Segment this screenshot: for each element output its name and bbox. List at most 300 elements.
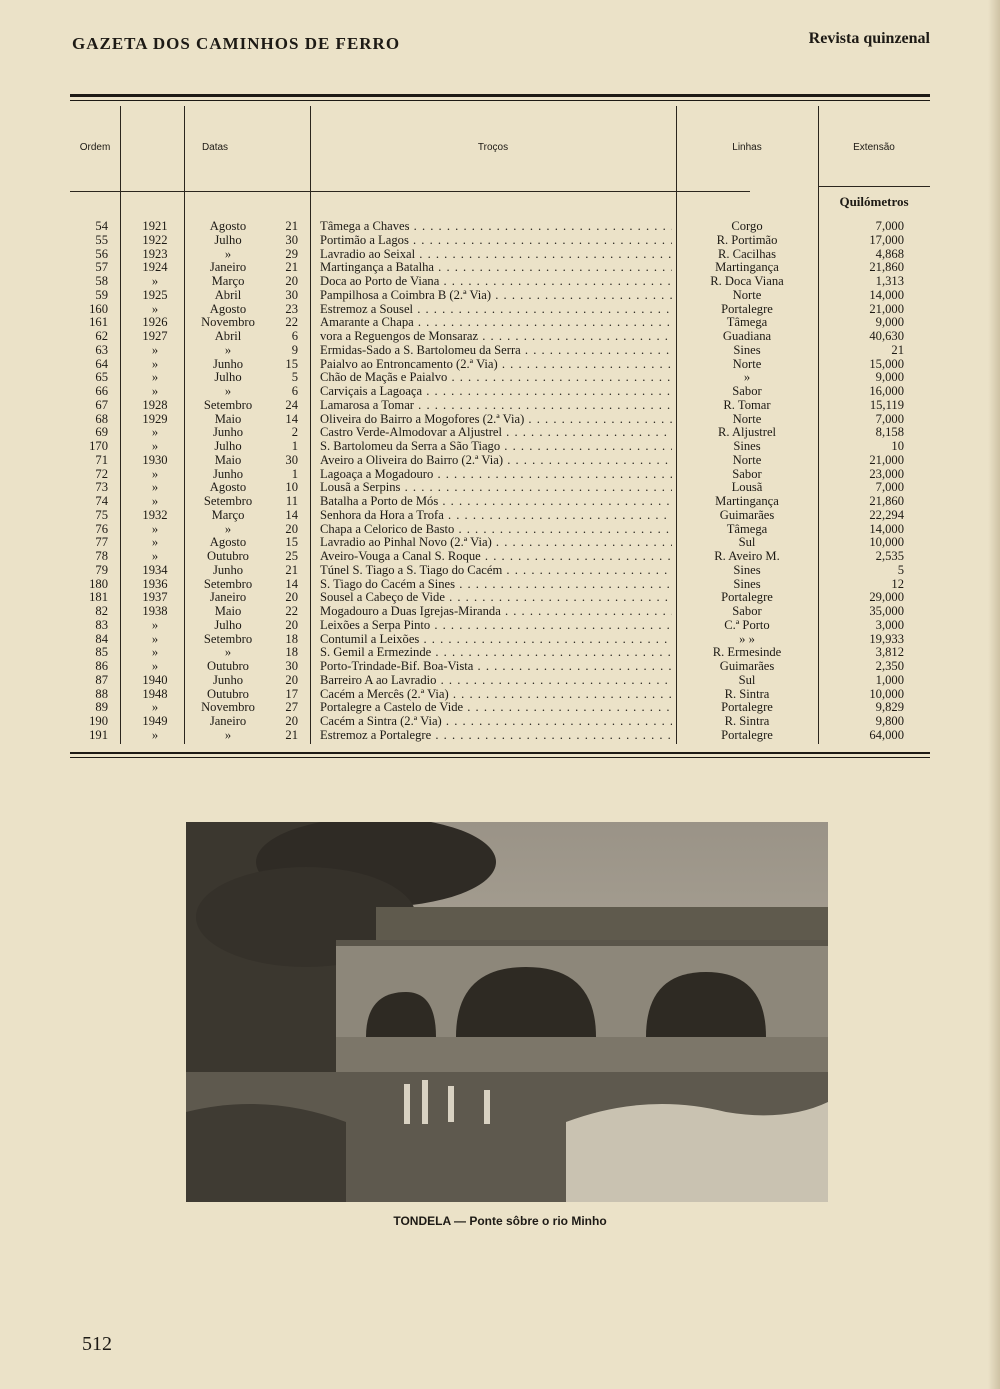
cell-section: S. Gemil a Ermezinde . . . (320, 646, 672, 660)
cell-length: 3,000 (875, 617, 904, 632)
cell-section: Portalegre a Castelo de Vide . . . (320, 701, 672, 715)
cell-section: Lousã a Serpins . . . (320, 481, 672, 495)
cell-ordem: 79 (95, 562, 108, 577)
cell-month: Julho (214, 617, 242, 632)
cell-day: 30 (285, 232, 298, 247)
cell-month: Junho (212, 466, 244, 481)
cell-section: Pampilhosa a Coimbra B (2.ª Via) . . . (320, 289, 672, 303)
cell-day: 21 (285, 219, 298, 233)
cell-day: 30 (285, 659, 298, 673)
cell-length: 15,000 (869, 356, 904, 371)
cell-day: 15 (285, 535, 298, 550)
cell-line: Portalegre (721, 700, 773, 715)
cell-section: Carviçais a Lagoaça . . . (320, 385, 672, 399)
cell-year: 1922 (142, 232, 168, 247)
cell-line: R. Sintra (724, 714, 770, 728)
cell-year: 1934 (142, 562, 168, 577)
cell-day: 22 (285, 604, 298, 618)
cell-month: Outubro (207, 549, 249, 563)
cell-month: Maio (214, 411, 242, 426)
cell-year: » (151, 535, 159, 550)
cell-ordem: 78 (95, 549, 108, 563)
journal-title: GAZETA DOS CAMINHOS DE FERRO (72, 34, 401, 53)
cell-month: Setembro (203, 397, 253, 412)
cell-length: 9,800 (875, 714, 904, 728)
cell-line: R. Aljustrel (717, 425, 777, 440)
cell-length: 21,000 (869, 452, 904, 467)
cell-month: Outubro (207, 686, 249, 701)
cell-section: Chapa a Celorico de Basto . . . (320, 523, 672, 537)
cell-ordem: 170 (89, 439, 108, 453)
cell-section: Mogadouro a Duas Igrejas-Miranda . . . (320, 605, 672, 619)
cell-ordem: 190 (89, 714, 108, 728)
cell-day: 20 (285, 714, 298, 728)
cell-section: Portimão a Lagos . . . (320, 234, 672, 248)
photo-caption: TONDELA — Ponte sôbre o rio Minho (393, 1214, 607, 1228)
cell-month: Julho (214, 370, 242, 385)
cell-month: » (224, 342, 232, 357)
cell-month: Setembro (203, 576, 253, 591)
cell-section: Leixões a Serpa Pinto . . . (320, 619, 672, 633)
cell-month: Julho (214, 439, 242, 453)
table-row (70, 481, 930, 495)
cell-length: 2,535 (875, 549, 904, 563)
cell-day: 14 (285, 507, 298, 522)
cell-month: Junho (212, 672, 244, 687)
table-row (70, 234, 930, 248)
cell-line: Portalegre (721, 301, 773, 316)
cell-ordem: 191 (89, 727, 108, 742)
top-rule-thick (70, 94, 930, 97)
cell-day: 25 (285, 549, 298, 563)
cell-month: Junho (212, 425, 244, 440)
cell-year: » (151, 617, 159, 632)
cell-length: 10,000 (869, 535, 904, 550)
unit-divider (818, 186, 930, 187)
cell-year: » (151, 439, 159, 453)
bottom-rule-thick (70, 752, 930, 754)
cell-ordem: 161 (89, 315, 108, 330)
cell-ordem: 69 (95, 425, 108, 440)
cell-month: Janeiro (209, 260, 247, 275)
cell-month: Março (211, 507, 245, 522)
cell-length: 15,119 (869, 397, 904, 412)
cell-length: 9,829 (875, 700, 904, 715)
cell-length: 10 (891, 439, 904, 453)
cell-year: 1928 (142, 397, 168, 412)
table-row (70, 550, 930, 564)
cell-year: » (151, 631, 159, 646)
cell-ordem: 89 (95, 700, 108, 715)
cell-day: 27 (285, 700, 298, 715)
cell-ordem: 85 (95, 645, 108, 660)
cell-section: Doca ao Porto de Viana . . . (320, 275, 672, 289)
cell-line: R. Sintra (724, 686, 770, 701)
cell-ordem: 180 (89, 576, 108, 591)
cell-section: Batalha a Porto de Mós . . . (320, 495, 672, 509)
cell-line: R. Cacilhas (717, 246, 777, 261)
cell-section: Cacém a Mercês (2.ª Via) . . . (320, 688, 672, 702)
cell-section: Ermidas-Sado a S. Bartolomeu da Serra . . . (320, 344, 672, 358)
cell-line: Guimarães (719, 507, 775, 522)
cell-ordem: 63 (95, 342, 108, 357)
cell-month: Janeiro (209, 590, 247, 605)
table-row (70, 715, 930, 729)
cell-line: Corgo (731, 219, 763, 233)
table-body (70, 220, 930, 743)
cell-length: 4,868 (875, 246, 904, 261)
cell-ordem: 68 (95, 411, 108, 426)
cell-month: » (224, 727, 232, 742)
table-row (70, 426, 930, 440)
cell-year: » (151, 494, 159, 508)
cell-section: S. Bartolomeu da Serra a São Tiago . . . (320, 440, 672, 454)
cell-line: Tâmega (726, 315, 768, 330)
header-divider (70, 191, 750, 192)
cell-line: R. Aveiro M. (714, 549, 780, 563)
table-row (70, 316, 930, 330)
cell-length: 21,860 (869, 260, 904, 275)
cell-section: Lagoaça a Mogadouro . . . (320, 468, 672, 482)
cell-ordem: 72 (95, 466, 108, 481)
cell-day: 10 (285, 480, 298, 495)
cell-day: 6 (291, 329, 298, 343)
journal-subtitle: Revista quinzenal (808, 30, 930, 47)
cell-day: 30 (285, 287, 298, 302)
cell-day: 1 (291, 439, 298, 453)
cell-section: Lamarosa a Tomar . . . (320, 399, 672, 413)
cell-day: 15 (285, 356, 298, 371)
cell-length: 7,000 (875, 411, 904, 426)
cell-line: » » (739, 631, 755, 646)
cell-year: 1936 (142, 576, 168, 591)
cell-month: Outubro (207, 659, 249, 673)
cell-day: 20 (285, 590, 298, 605)
cell-line: Norte (732, 411, 762, 426)
cell-ordem: 181 (89, 590, 108, 605)
table-row (70, 289, 930, 303)
cell-day: 29 (285, 246, 298, 261)
cell-day: 14 (285, 411, 298, 426)
table-row (70, 674, 930, 688)
cell-ordem: 66 (95, 384, 108, 398)
cell-day: 14 (285, 576, 298, 591)
cell-month: Julho (214, 232, 242, 247)
cell-year: » (151, 700, 159, 715)
cell-day: 20 (285, 274, 298, 288)
cell-ordem: 86 (95, 659, 108, 673)
cell-ordem: 160 (89, 301, 108, 316)
cell-ordem: 67 (95, 397, 108, 412)
table-row (70, 605, 930, 619)
cell-ordem: 65 (95, 370, 108, 385)
table-row (70, 564, 930, 578)
table-row (70, 688, 930, 702)
cell-month: Agosto (209, 480, 247, 495)
cell-ordem: 83 (95, 617, 108, 632)
cell-day: 1 (291, 466, 298, 481)
page-edge-shadow (988, 0, 1000, 1389)
table-row (70, 385, 930, 399)
cell-month: Agosto (209, 535, 247, 550)
table-row (70, 248, 930, 262)
cell-line: Sabor (732, 384, 762, 398)
cell-year: » (151, 549, 159, 563)
table-row (70, 303, 930, 317)
cell-length: 7,000 (875, 219, 904, 233)
cell-length: 8,158 (875, 425, 904, 440)
cell-section: Chão de Maçãs e Paialvo . . . (320, 371, 672, 385)
cell-ordem: 82 (95, 604, 108, 618)
cell-line: Norte (732, 452, 762, 467)
cell-month: Setembro (203, 631, 253, 646)
table-row (70, 701, 930, 715)
cell-day: 20 (285, 521, 298, 536)
column-header-datas: Datas (201, 142, 229, 153)
cell-ordem: 58 (95, 274, 108, 288)
cell-ordem: 57 (95, 260, 108, 275)
cell-month: » (224, 645, 232, 660)
cell-section: Cacém a Sintra (2.ª Via) . . . (320, 715, 672, 729)
cell-ordem: 73 (95, 480, 108, 495)
cell-ordem: 56 (95, 246, 108, 261)
cell-line: Sul (738, 535, 756, 550)
cell-day: 22 (285, 315, 298, 330)
cell-line: Sines (733, 562, 761, 577)
cell-year: 1937 (142, 590, 168, 605)
bottom-rule-thin (70, 757, 930, 758)
cell-length: 2,350 (875, 659, 904, 673)
column-header-trocos: Troços (477, 142, 509, 153)
cell-section: Barreiro A ao Lavradio . . . (320, 674, 672, 688)
cell-section: Sousel a Cabeço de Vide . . . (320, 591, 672, 605)
cell-section: Senhora da Hora a Trofa . . . (320, 509, 672, 523)
cell-year: » (151, 356, 159, 371)
cell-year: » (151, 466, 159, 481)
table-row (70, 536, 930, 550)
cell-line: R. Portimão (716, 232, 778, 247)
cell-month: » (224, 246, 232, 261)
cell-year: 1930 (142, 452, 168, 467)
cell-month: Março (211, 274, 245, 288)
cell-day: 18 (285, 631, 298, 646)
cell-section: S. Tiago do Cacém a Sines . . . (320, 578, 672, 592)
cell-month: Novembro (201, 315, 255, 330)
railway-sections-table (70, 106, 930, 746)
cell-line: Tâmega (726, 521, 768, 536)
cell-ordem: 55 (95, 232, 108, 247)
cell-ordem: 77 (95, 535, 108, 550)
cell-year: » (151, 370, 159, 385)
cell-year: » (151, 301, 159, 316)
cell-month: » (224, 384, 232, 398)
cell-line: Lousã (731, 480, 763, 495)
cell-line: Sabor (732, 604, 762, 618)
table-row (70, 275, 930, 289)
cell-day: 18 (285, 645, 298, 660)
cell-day: 23 (285, 301, 298, 316)
cell-year: 1926 (142, 315, 168, 330)
cell-year: 1925 (142, 287, 168, 302)
cell-line: Norte (732, 356, 762, 371)
cell-section: Martingança a Batalha . . . (320, 261, 672, 275)
table-row (70, 591, 930, 605)
cell-length: 22,294 (869, 507, 904, 522)
cell-line: Sabor (732, 466, 762, 481)
cell-year: 1948 (142, 686, 168, 701)
cell-length: 9,000 (875, 370, 904, 385)
cell-year: 1927 (142, 329, 168, 343)
cell-year: » (151, 645, 159, 660)
cell-line: R. Tomar (723, 397, 771, 412)
cell-length: 1,000 (875, 672, 904, 687)
cell-section: Túnel S. Tiago a S. Tiago do Cacém . . . (320, 564, 672, 578)
cell-year: » (151, 659, 159, 673)
cell-year: 1921 (142, 219, 168, 233)
cell-length: 21,000 (869, 301, 904, 316)
cell-ordem: 71 (95, 452, 108, 467)
cell-section: Porto-Trindade-Bif. Boa-Vista . . . (320, 660, 672, 674)
cell-ordem: 76 (95, 521, 108, 536)
cell-month: Junho (212, 562, 244, 577)
cell-line: R. Doca Viana (710, 274, 784, 288)
cell-year: 1940 (142, 672, 168, 687)
bridge-photograph (186, 822, 828, 1202)
table-row (70, 440, 930, 454)
cell-line: Sines (733, 342, 761, 357)
cell-section: Castro Verde-Almodovar a Aljustrel . . . (320, 426, 672, 440)
cell-month: Abril (214, 287, 242, 302)
cell-ordem: 84 (95, 631, 108, 646)
cell-line: Sul (738, 672, 756, 687)
cell-month: Junho (212, 356, 244, 371)
cell-length: 12 (891, 576, 904, 591)
cell-line: Guadiana (722, 329, 772, 343)
cell-year: » (151, 480, 159, 495)
cell-line: Guimarães (719, 659, 775, 673)
cell-line: R. Ermesinde (712, 645, 782, 660)
cell-month: Novembro (201, 700, 255, 715)
cell-length: 21,860 (869, 494, 904, 508)
table-row (70, 660, 930, 674)
cell-day: 21 (285, 727, 298, 742)
cell-section: vora a Reguengos de Monsaraz . . . (320, 330, 672, 344)
cell-length: 1,313 (875, 274, 904, 288)
table-row (70, 344, 930, 358)
cell-section: Tâmega a Chaves . . . (320, 220, 672, 234)
cell-section: Lavradio ao Seixal . . . (320, 248, 672, 262)
table-row (70, 399, 930, 413)
cell-section: Aveiro a Oliveira do Bairro (2.ª Via) . . . (320, 454, 672, 468)
cell-year: 1949 (142, 714, 168, 728)
bridge-illustration (186, 822, 828, 1202)
cell-year: » (151, 425, 159, 440)
cell-year: » (151, 274, 159, 288)
cell-year: 1923 (142, 246, 168, 261)
cell-year: » (151, 342, 159, 357)
cell-line: C.ª Porto (724, 617, 770, 632)
table-row (70, 646, 930, 660)
cell-year: 1938 (142, 604, 168, 618)
table-row (70, 358, 930, 372)
table-row (70, 261, 930, 275)
cell-length: 21 (891, 342, 904, 357)
table-row (70, 509, 930, 523)
cell-ordem: 54 (95, 219, 108, 233)
cell-day: 24 (285, 397, 298, 412)
column-header-linhas: Linhas (732, 142, 762, 153)
cell-day: 20 (285, 617, 298, 632)
cell-length: 14,000 (869, 287, 904, 302)
cell-section: Oliveira do Bairro a Mogofores (2.ª Via) . . . (320, 413, 672, 427)
cell-ordem: 88 (95, 686, 108, 701)
cell-day: 2 (291, 425, 298, 440)
cell-length: 7,000 (875, 480, 904, 495)
cell-section: Estremoz a Sousel . . . (320, 303, 672, 317)
cell-year: 1932 (142, 507, 168, 522)
top-rule-thin (70, 100, 930, 101)
cell-day: 9 (291, 342, 298, 357)
cell-line: » (743, 370, 751, 385)
cell-section: Lavradio ao Pinhal Novo (2.ª Via) . . . (320, 536, 672, 550)
cell-section: Amarante a Chapa . . . (320, 316, 672, 330)
table-row (70, 633, 930, 647)
page-number: 512 (82, 1333, 112, 1355)
unit-label: Quilómetros (839, 194, 909, 209)
cell-line: Sines (733, 576, 761, 591)
cell-year: 1924 (142, 260, 168, 275)
cell-length: 40,630 (869, 329, 904, 343)
cell-day: 21 (285, 260, 298, 275)
cell-length: 9,000 (875, 315, 904, 330)
cell-section: Aveiro-Vouga a Canal S. Roque . . . (320, 550, 672, 564)
cell-month: Setembro (203, 494, 253, 508)
cell-year: » (151, 727, 159, 742)
cell-month: » (224, 521, 232, 536)
cell-line: Norte (732, 287, 762, 302)
cell-ordem: 74 (95, 494, 108, 508)
table-row (70, 523, 930, 537)
cell-month: Abril (214, 329, 242, 343)
cell-ordem: 75 (95, 507, 108, 522)
table-row (70, 454, 930, 468)
table-row (70, 729, 930, 743)
cell-length: 29,000 (869, 590, 904, 605)
cell-length: 5 (897, 562, 904, 577)
cell-ordem: 62 (95, 329, 108, 343)
cell-length: 35,000 (869, 604, 904, 618)
cell-year: » (151, 384, 159, 398)
cell-line: Portalegre (721, 590, 773, 605)
cell-length: 17,000 (869, 232, 904, 247)
cell-line: Portalegre (721, 727, 773, 742)
column-header-extensao: Extensão (853, 142, 895, 153)
cell-section: Estremoz a Portalegre . . . (320, 729, 672, 743)
cell-section: Contumil a Leixões . . . (320, 633, 672, 647)
cell-line: Martingança (715, 260, 779, 275)
cell-day: 21 (285, 562, 298, 577)
cell-ordem: 87 (95, 672, 108, 687)
table-row (70, 330, 930, 344)
cell-length: 23,000 (869, 466, 904, 481)
cell-day: 17 (285, 686, 298, 701)
cell-length: 19,933 (869, 631, 904, 646)
cell-line: Sines (733, 439, 761, 453)
cell-length: 64,000 (869, 727, 904, 742)
table-row (70, 468, 930, 482)
cell-month: Maio (214, 604, 242, 618)
cell-day: 11 (285, 494, 298, 508)
